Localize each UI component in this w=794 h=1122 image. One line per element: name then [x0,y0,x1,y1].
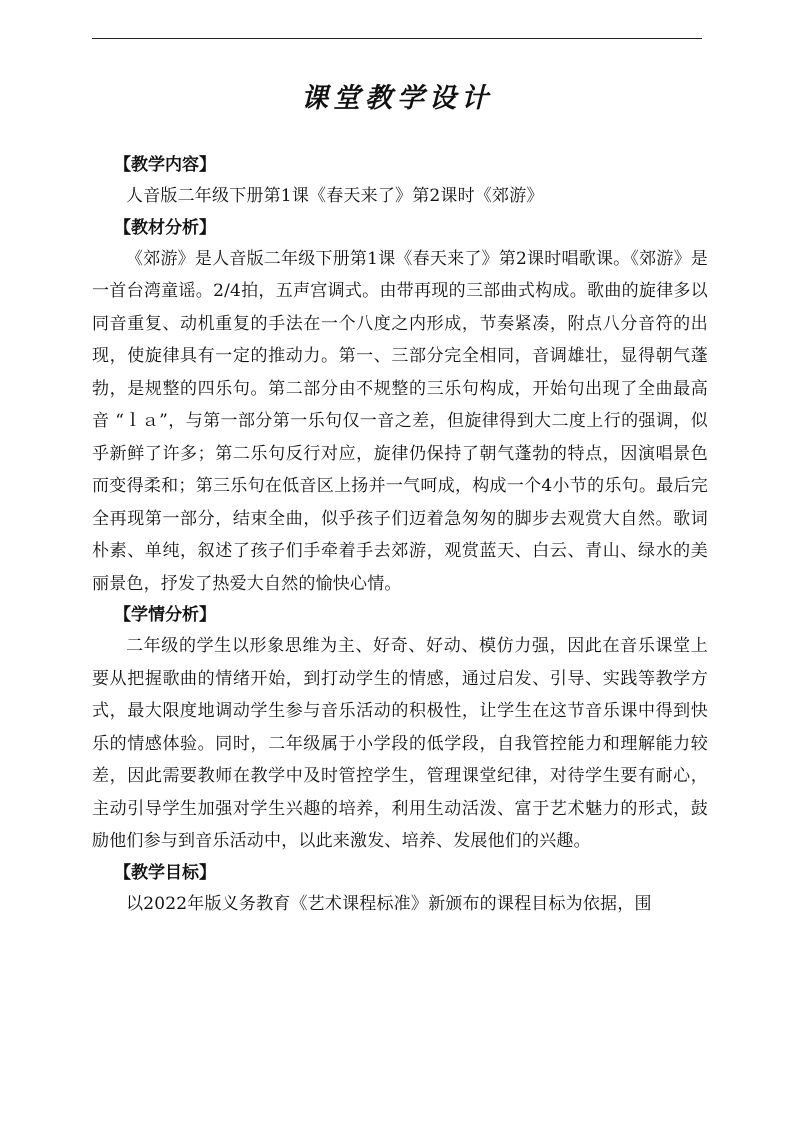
section-teaching-content [92,150,708,213]
section-material-analysis [92,213,708,601]
section-heading: 【学情分析】 [114,605,216,625]
document-title: 课堂教学设计 [301,83,493,114]
section-student-analysis [92,600,708,858]
document-body [92,150,708,920]
section-heading: 【教学内容】 [114,155,216,175]
header-rule [92,38,702,39]
section-paragraph: 《郊游》是人音版二年级下册第1课《春天来了》第2课时唱歌课。《郊游》是一首台湾童谣。2/4拍，五声宫调式。由带再现的三部曲式构成。歌曲的旋律多以同音重复、动机重复的手法在一个八度之内形成，节奏紧凑，附点八分音符的出现，使旋律具有一定的推动力。第一、三部分完全相同，音调雄壮，显得朝气蓬勃，是规整的四乐句。第二部分由不规整的三乐句构成，开始句出现了全曲最高音 “ｌａ”，与第一部分第一乐句仅一音之差，但旋律得到大二度上行的强调，似乎新鲜了许多；第二乐句反行对应，旋律仍保持了朝气蓬勃的特点，因演唱景色而变得柔和；第三乐句在低音区上扬并一气呵成，构成一个4小节的乐句。最后完全再现第一部分，结束全曲，似乎孩子们迈着急匆匆的脚步去观赏大自然。歌词朴素、单纯，叙述了孩子们手牵着手去郊游，观赏蓝天、白云、青山、绿水的美丽景色，抒发了热爱大自然的愉快心情。 [92,248,708,594]
section-teaching-goals [92,858,708,921]
section-paragraph: 二年级的学生以形象思维为主、好奇、好动、模仿力强，因此在音乐课堂上要从把握歌曲的情绪开始，到打动学生的情感，通过启发、引导、实践等教学方式，最大限度地调动学生参与音乐活动的积极性，让学生在这节音乐课中得到快乐的情感体验。同时，二年级属于小学段的低学段，自我管控能力和理解能力较差，因此需要教师在教学中及时管控学生，管理课堂纪律，对待学生要有耐心，主动引导学生加强对学生兴趣的培养，利用生动活泼、富于艺术魅力的形式，鼓励他们参与到音乐活动中，以此来激发、培养、发展他们的兴趣。 [92,636,708,851]
section-paragraph: 以2022年版义务教育《艺术课程标准》新颁布的课程目标为依据，围 [126,893,652,914]
section-heading: 【教材分析】 [114,217,216,238]
section-heading: 【教学目标】 [114,862,216,883]
section-paragraph: 人音版二年级下册第1课《春天来了》第2课时《郊游》 [126,186,544,206]
